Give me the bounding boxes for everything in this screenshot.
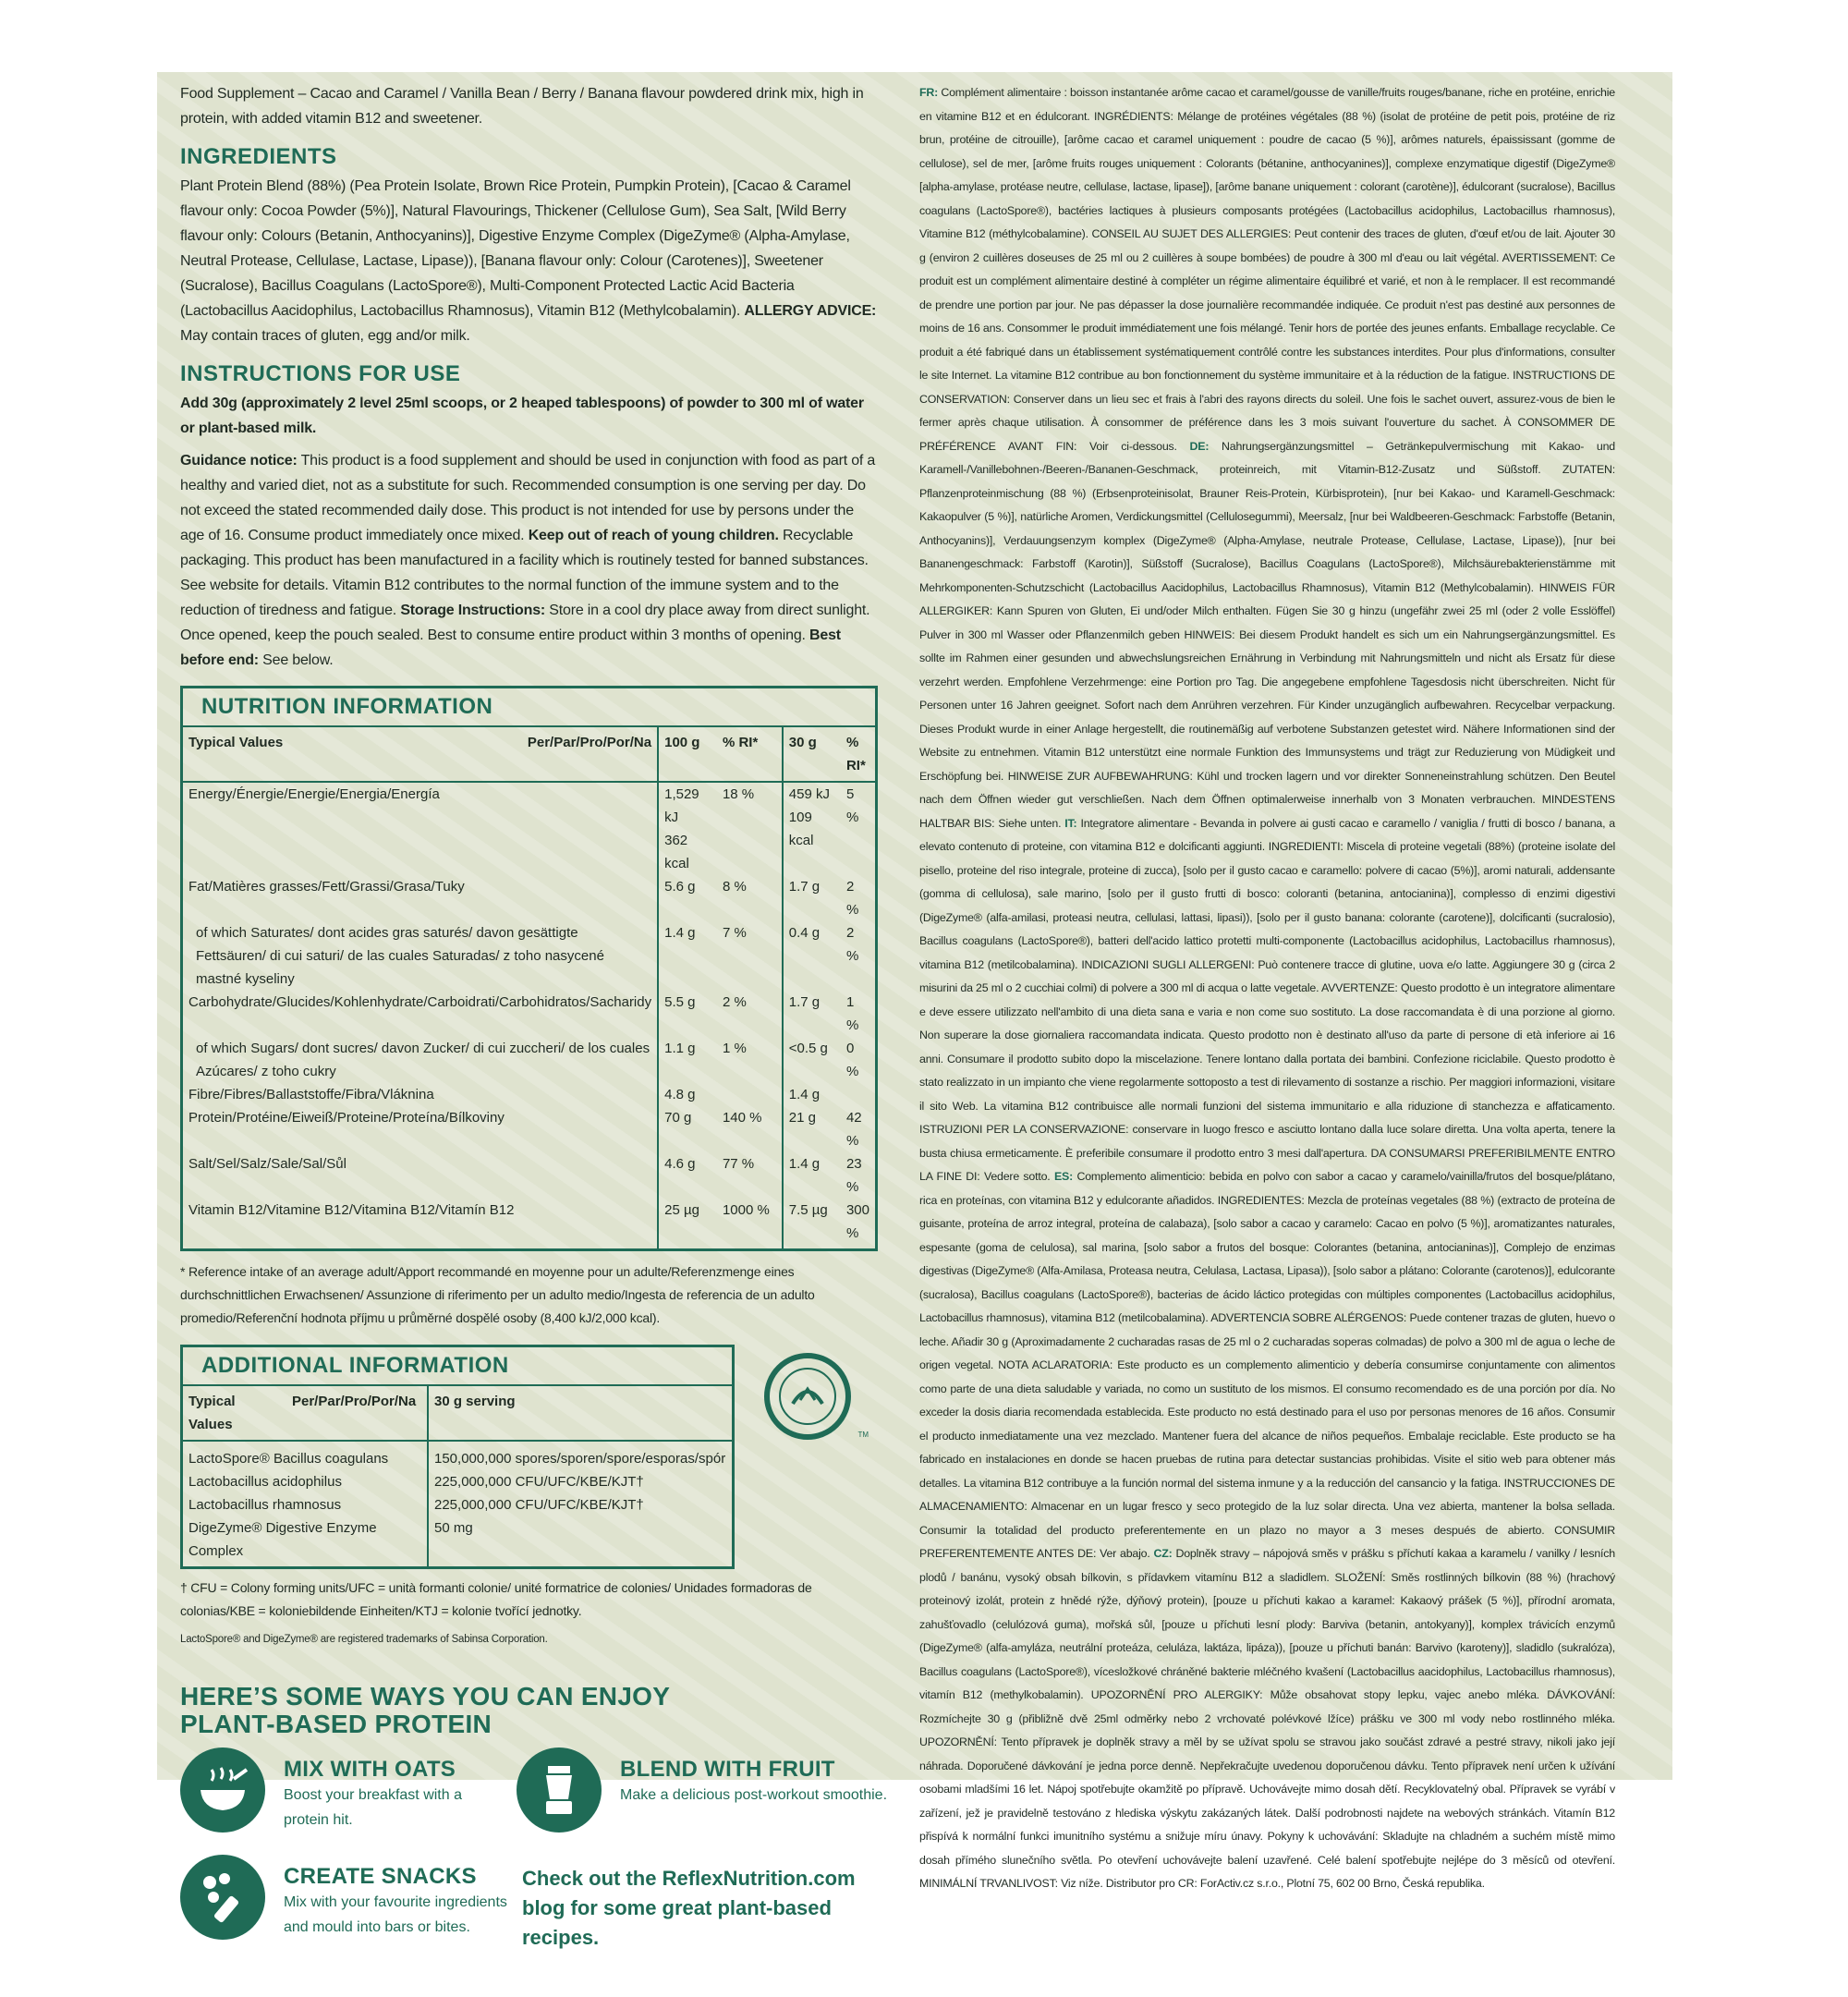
nutrition-cell-ri100: 2 % <box>722 994 747 1010</box>
tip-mix-with-oats: MIX WITH OATS Boost your breakfast with a protein hit. <box>284 1757 462 1828</box>
nutrition-cell-ri30: 2 % <box>845 879 859 918</box>
nutrition-cell-v30: 1.7 g <box>783 875 841 921</box>
additional-row <box>183 1470 732 1493</box>
nutrition-cell-v100: 70 g <box>658 1106 717 1152</box>
nutrition-cell-label: of which Saturates/ dont acides gras saturés/ davon gesättigte Fettsäuren/ di cui saturi/ de las cuales Saturadas/ z toho nasycené mastné kyseliny <box>196 925 604 987</box>
nutrition-row <box>183 875 875 921</box>
blog-link-text: Check out the ReflexNutrition.com blog for some great plant-based recipes. <box>522 1867 856 1949</box>
additional-cell-label: LactoSpore® Bacillus coagulans <box>188 1451 389 1467</box>
nutrition-cell-label: Fat/Matières grasses/Fett/Grassi/Grasa/Tuky <box>188 879 465 895</box>
nutrition-cell-ri30 <box>841 1083 875 1106</box>
translation-lang-label: CZ: <box>1153 1547 1173 1560</box>
nutrition-cell-v100: 4.6 g <box>658 1152 717 1199</box>
additional-table <box>183 1384 732 1566</box>
translation-text: Complemento alimenticio: bebida en polvo con sabor a cacao y caramelo/vainilla/frutos del bosque/plátano, rica en proteínas, con vitamina B12 y edulcorante añadidos. INGREDIENTES: Mezcla de proteínas vegetales (88 %) (extracto de proteína de guisante, proteína de arroz integral, proteína de calabaza), [solo sabor a cacao y caramelo: Cacao en polvo (5 %)], aromatizantes naturales, espesante (goma de celulosa), sal marina, [solo sabor a frutos del bosque: Colorantes (betanina, antocianinas)], Complejo de enzimas digestivas (DigeZyme® (Alfa-Amilasa, Proteasa neutra, Celulasa, Lactasa, Lipasa)), [solo sabor a plátano: Colorante (carotenos)], edulcorante (sucralosa), Bacillus coagulans (LactoSpore®), bacterias de ácido láctico protegidas con múltiples componentes (Lactobacillus acidophilus, Lactobacillus rhamnosus), vitamina B12 (metilcobalamina). ADVERTENCIA SOBRE ALÉRGENOS: Puede contener trazas de gluten, huevo o leche. Añadir 30 g (Aproximadamente 2 cucharadas rasas de 25 ml o 2 cucharadas soperas colmadas) de polvo a 300 ml de agua o leche de origen vegetal. NOTA ACLARATORIA: Este producto es un complemento alimenticio y debería consumirse conjuntamente con alimentos como parte de una dieta saludable y variada, no como un sustituto de los mismos. El consumo recomendado es de una porción por día. No exceder la dosis diaria recomendada establecida. Este producto no está destinado para el uso por personas menores de 16 años. Consumir el producto inmediatamente una vez mezclado. Mantener fuera del alcance de niños pequeños. Embalaje reciclable. Este producto se ha fabricado en instalaciones en donde se hacen pruebas de rutina para detectar sustancias prohibidas. Visite el sitio web para obtener más detalles. La vitamina B12 contribuye a la función normal del sistema inmune y a la reducción del cansancio y la fatiga. INSTRUCCIONES DE ALMACENAMIENTO: Almacenar en un lugar fresco y seco protegido de la luz solar directa. Una vez abierta, mantener la bolsa sellada. Consumir la totalidad del producto preferentemente en un plazo no mayor a 3 meses después de abierto. CONSUMIR PREFERENTEMENTE ANTES DE: Ver abajo. <box>919 1170 1616 1560</box>
guidance-notice: Guidance notice: This product is a food supplement and should be used in conjunction with food as part of a healthy and varied diet, not as a substitute for such. Recommended consumption is one serving per day. Do not exceed the stated recommended daily dose. This product is not intended for use by persons under the age of 16. Consume product immediately once mixed. Keep out of reach of young children. Recyclable packaging. This product has been manufactured in a facility which is routinely tested for banned substances. See website for details. Vitamin B12 contributes to the normal function of the immune system and to the reduction of tiredness and fatigue. Storage Instructions: Store in a cool dry place away from direct sunlight. Once opened, keep the pouch sealed. Best to consume entire product within 3 months of opening. Best before end: See below. <box>180 453 876 668</box>
nutrition-row <box>183 1152 875 1199</box>
additional-row <box>183 1493 732 1516</box>
nutrition-cell-ri30: 300 % <box>845 1202 869 1241</box>
nutrition-cell-ri30: 2 % <box>845 925 859 964</box>
product-description: Food Supplement – Cacao and Caramel / Vanilla Bean / Berry / Banana flavour powdered drink mix, high in protein, with added vitamin B12 and sweetener. <box>180 86 864 127</box>
additional-cell-value: 50 mg <box>428 1516 732 1563</box>
halal-tm-mark: TM <box>857 1431 869 1439</box>
nutrition-cell-ri30: 5 % <box>845 786 859 825</box>
nutrition-cell-v30: 1.7 g <box>783 991 841 1037</box>
nutrition-cell-v30: 7.5 µg <box>783 1199 841 1245</box>
tip-blend-with-fruit: BLEND WITH FRUIT Make a delicious post-workout smoothie. <box>620 1757 888 1803</box>
header-30g-serving: 30 g serving <box>428 1385 732 1441</box>
additional-cell-value: 225,000,000 CFU/UFC/KBE/KJT† <box>428 1470 732 1493</box>
oats-bowl-icon <box>180 1747 265 1833</box>
nutrition-cell-ri100: 140 % <box>722 1110 762 1126</box>
nutrition-cell-ri30: 1 % <box>845 994 859 1033</box>
nutrition-row <box>183 991 875 1037</box>
additional-row <box>183 1516 732 1563</box>
cfu-footnote: † CFU = Colony forming units/UFC = unità formanti colonie/ unité formatrice de colonies/ Unidades formadoras de colonias/KBE = koloniebildende Einheiten/KTJ = kolonie tvořící jednotky. <box>180 1580 812 1618</box>
header-30g: 30 g <box>783 726 841 782</box>
translation-lang-label: FR: <box>919 86 939 99</box>
nutrition-information-box <box>180 686 878 1251</box>
header-ri-100g: % RI* <box>717 726 783 782</box>
nutrition-cell-v100: 5.6 g <box>658 875 717 921</box>
snacks-icon <box>180 1855 265 1940</box>
nutrition-cell-ri100: 77 % <box>722 1156 755 1172</box>
nutrition-cell-v30: 1.4 g <box>783 1152 841 1199</box>
translation-text: Integratore alimentare - Bevanda in polvere ai gusti cacao e caramello / vaniglia / frutti di bosco / banana, a elevato contenuto di proteine, con vitamina B12 e dolcificanti aggiunti. INGREDIENTI: Miscela di proteine vegetali (88%) (proteine isolate del pisello, proteine del riso integrale, proteine di zucca), [solo per il gusto cacao e caramello: polvere di cacao (5%)], aromi naturali, addensante (gomma di cellulosa), sale marino, [solo per il gusto frutti di bosco: coloranti (betanina, antocianina)], complesso di enzimi digestivi (DigeZyme® (alfa-amilasi, proteasi neutra, cellulasi, lattasi, lipasi)), [solo per il gusto banana: colorante (carotene)], dolcificanti (sucralosio), Bacillus coagulans (LactoSpore®), batteri dell'acido lattico protetti multi-componente (Lactobacillus acidophilus, Lactobacillus rhamnosus), vitamina B12 (metilcobalamina). INDICAZIONI SUGLI ALLERGENI: Può contenere tracce di glutine, uova e/o latte. Aggiungere 30 g (circa 2 misurini da 25 ml o 2 cucchiai colmi) di polvere a 300 ml di acqua o latte vegetale. AVVERTENZE: Questo prodotto è un integratore alimentare e deve essere utilizzato nell'ambito di una dieta sana e varia e non come suo sostituto. La dose raccomandata è di una porzione al giorno. Non superare la dose giornaliera raccomandata indicata. Questo prodotto non è destinato all'uso da parte di persone di età inferiore ai 16 anni. Consumare il prodotto subito dopo la miscelazione. Tenere lontano dalla portata dei bambini. Confezione riciclabile. Questo prodotto è stato realizzato in un impianto che viene regolarmente sottoposto a test di rilevamento di sostanze a rischio. Per maggiori informazioni, visitare il sito Web. La vitamina B12 contribuisce alle normali funzioni del sistema immunitario e alla riduzione di stanchezza e affaticamento. ISTRUZIONI PER LA CONSERVAZIONE: conservare in luogo fresco e asciutto lontano dalla luce solare diretta. Una volta aperta, tenere la busta chiusa ermeticamente. È preferibile consumare il prodotto entro 3 mesi dall'apertura. DA CONSUMARSI PREFERIBILMENTE ENTRO LA FINE DI: Vedere sotto. <box>919 816 1615 1183</box>
nutrition-cell-ri100: 1000 % <box>722 1202 770 1218</box>
header-100g: 100 g <box>658 726 717 782</box>
translation-lang-label: ES: <box>1053 1170 1074 1183</box>
nutrition-cell-v100: 25 µg <box>658 1199 717 1245</box>
nutrition-table <box>183 725 875 1248</box>
additional-header-row <box>183 1385 732 1441</box>
nutrition-cell-v30: 459 kJ 109 kcal <box>783 782 841 875</box>
nutrition-cell-ri30: 0 % <box>845 1041 859 1079</box>
header-typical-values: Typical Values <box>183 726 514 782</box>
reference-intake-footnote: * Reference intake of an average adult/Apport recommandé en moyenne pour un adulte/Referenzmenge eines durchschnittlichen Erwachsenen/ Assunzione di riferimento per un adulto medio/Ingesta de referencia de un adulto promedio/Referenční hodnota příjmu u průměrné dospělé osoby (8,400 kJ/2,000 kcal). <box>180 1264 815 1325</box>
nutrition-cell-v30: 21 g <box>783 1106 841 1152</box>
translation-text: Doplněk stravy – nápojová směs v prášku s příchutí kakaa a karamelu / vanilky / lesních plodů / banánu, vysoký obsah bílkovin, s přídavkem vitamínu B12 a sladidlem. SLOŽENÍ: Směs rostlinných bílkovin (88 %) (hrachový proteinový izolát, protein z hnědé rýže, dýňový protein), [pouze u příchuti kakao a karamel: Kakaový prášek (5 %)], přírodní aromata, zahušťovadlo (celulózová guma), mořská sůl, [pouze u příchuti lesní plody: Barviva (betanin, antokyany)], komplex trávicích enzymů (DigeZyme® (alfa-amyláza, neutrální proteáza, celuláza, laktáza, lipáza)), [pouze u příchuti banán: Barvivo (karoteny)], sladidlo (sukralóza), Bacillus coagulans (LactoSpore®), vícesložkové chráněné bakterie mléčného kvašení (Lactobacillus aacidophilus, Lactobacillus rhamnosus), vitamín B12 (methylkobalamin). UPOZORNĚNÍ PRO ALERGIKY: Může obsahovat stopy lepku, vajec anebo mléka. DÁVKOVÁNÍ: Rozmíchejte 30 g (přibližně dvě 25ml odměrky nebo 2 vrchovaté polévkové lžíce) prášku ve 300 ml vody nebo rostlinného mléka. UPOZORNĚNÍ: Tento přípravek je doplněk stravy a měl by se užívat spolu se stravou jako součást zdravé a pestré stravy, nikoli jako její náhrada. Doporučené dávkování je jedna porce denně. Nepřekračujte uvedenou doporučenou dávku. Tento přípravek není určen k užívání osobami mladšími 16 let. Nápoj spotřebujte okamžitě po přípravě. Uchovávejte mimo dosah dětí. Recyklovatelný obal. Přípravek se vyrábí v zařízení, jež je pravidelně testováno z hlediska výskytu zakázaných látek. Další podrobnosti najdete na webových stránkách. Vitamín B12 přispívá k normální funkci imunitního systému a snižuje míru únavy. Pokyny k uchovávání: Skladujte na chladném a suchém místě mimo dosah přímého slunečního světla. Po otevření uchovávejte balení uzavřené. Celé balení spotřebujte nejlépe do 3 měsíců od otevření. MINIMÁLNÍ TRVANLIVOST: Viz níže. Distributor pro CR: ForActiv.cz s.r.o., Plotní 75, 602 00 Brno, Česká republika. <box>919 1547 1615 1890</box>
header-per: Per/Par/Pro/Por/Na <box>514 726 658 782</box>
nutrition-cell-v100: 1.1 g <box>658 1037 717 1083</box>
blender-icon <box>517 1747 602 1833</box>
additional-row <box>183 1441 732 1470</box>
nutrition-cell-ri100: 7 % <box>722 925 747 941</box>
ingredients-heading: INGREDIENTS <box>180 144 337 169</box>
nutrition-cell-ri100: 8 % <box>722 879 747 895</box>
nutrition-cell-v100: 1.4 g <box>658 921 717 991</box>
nutrition-cell-label: of which Sugars/ dont sucres/ davon Zucker/ di cui zuccheri/ de los cuales Azúcares/ z toho cukry <box>196 1041 650 1079</box>
translation-lang-label: DE: <box>1189 439 1210 453</box>
ways-heading-line1: HERE’S SOME WAYS YOU CAN ENJOY <box>180 1682 671 1711</box>
additional-title: ADDITIONAL INFORMATION <box>201 1353 509 1378</box>
nutrition-cell-ri30: 23 % <box>845 1156 862 1195</box>
nutrition-cell-ri100 <box>717 1083 783 1106</box>
instructions-heading: INSTRUCTIONS FOR USE <box>180 361 461 386</box>
ways-section <box>180 1682 888 1997</box>
nutrition-row <box>183 782 875 875</box>
nutrition-cell-label: Fibre/Fibres/Ballaststoffe/Fibra/Vláknina <box>188 1087 434 1102</box>
ingredients-text: Plant Protein Blend (88%) (Pea Protein Isolate, Brown Rice Protein, Pumpkin Protein), [Cacao & Caramel flavour only: Cocoa Powder (5%)], Natural Flavourings, Thickener (Cellulose Gum), Sea Salt, [Wild Berry flavour only: Colours (Betanin, Anthocyanins)], Digestive Enzyme Complex (DigeZyme® (Alpha-Amylase, Neutral Protease, Cellulase, Lactase, Lipase)), [Banana flavour only: Colour (Carotenes)], Sweetener (Sucralose), Bacillus Coagulans (LactoSpore®), Multi-Component Protected Lactic Acid Bacteria (Lactobacillus Aacidophilus, Lactobacillus Rhamnosus), Vitamin B12 (Methylcobalamin). ALLERGY ADVICE: May contain traces of gluten, egg and/or milk. <box>180 178 877 344</box>
nutrition-cell-v100: 1,529 kJ 362 kcal <box>658 782 717 875</box>
nutrition-row <box>183 921 875 991</box>
allergy-advice-text: May contain traces of gluten, egg and/or milk. <box>180 328 470 344</box>
nutrition-cell-label: Energy/Énergie/Energie/Energia/Energía <box>188 786 440 802</box>
instructions-add: Add 30g (approximately 2 level 25ml scoops, or 2 heaped tablespoons) of powder to 300 ml of water or plant-based milk. <box>180 396 864 436</box>
additional-cell-label: Lactobacillus acidophilus <box>188 1474 342 1490</box>
nutrition-cell-label: Carbohydrate/Glucides/Kohlenhydrate/Carboidrati/Carbohidratos/Sacharidy <box>188 994 652 1010</box>
nutrition-cell-label: Protein/Protéine/Eiweiß/Proteine/Proteína/Bílkoviny <box>188 1110 505 1126</box>
nutrition-row <box>183 1083 875 1106</box>
trademark-note: LactoSpore® and DigeZyme® are registered trademarks of Sabinsa Corporation. <box>180 1634 548 1645</box>
additional-information-box <box>180 1345 735 1569</box>
tip-create-snacks: CREATE SNACKS Mix with your favourite ingredients and mould into bars or bites. <box>284 1864 507 1935</box>
additional-cell-value: 150,000,000 spores/sporen/spore/esporas/spór <box>428 1441 732 1470</box>
translation-lang-label: IT: <box>1064 816 1077 830</box>
allergy-advice-label: ALLERGY ADVICE: <box>744 303 877 319</box>
nutrition-cell-v30: 0.4 g <box>783 921 841 991</box>
additional-cell-label: Lactobacillus rhamnosus <box>188 1497 342 1513</box>
nutrition-cell-label: Vitamin B12/Vitamine B12/Vitamina B12/Vitamín B12 <box>188 1202 515 1218</box>
nutrition-cell-ri100: 1 % <box>722 1041 747 1056</box>
additional-cell-value: 225,000,000 CFU/UFC/KBE/KJT† <box>428 1493 732 1516</box>
nutrition-cell-v100: 5.5 g <box>658 991 717 1037</box>
nutrition-row <box>183 1037 875 1083</box>
left-column <box>180 81 888 1997</box>
nutrition-row <box>183 1106 875 1152</box>
translation-text: Complément alimentaire : boisson instantanée arôme cacao et caramel/gousse de vanille/fruits rouges/banane, riche en protéine, enrichie en vitamine B12 et en édulcorant. INGRÉDIENTS: Mélange de protéines végétales (88 %) (isolat de protéine de petit pois, protéine de riz brun, protéine de citrouille), [arôme cacao et caramel uniquement : poudre de cacao (5 %)], arômes naturels, épaississant (gomme de cellulose), sel de mer, [arôme fruits rouges uniquement : Colorants (bétanine, anthocyanines)], complexe enzymatique digestif (DigeZyme® [alpha-amylase, protéase neutre, cellulase, lactase, lipase]), [arôme banane uniquement : colorant (carotène)], édulcorant (sucralose), Bacillus coagulans (LactoSpore®), bactéries lactiques à plusieurs composants protégées (Lactobacillus acidophilus, Lactobacillus rhamnosus), Vitamine B12 (méthylcobalamine). CONSEIL AU SUJET DES ALLERGIES: Peut contenir des traces de gluten, d'œuf et/ou de lait. Ajouter 30 g (environ 2 cuillères doseuses de 25 ml ou 2 cuillères à soupe bombées) de poudre à 300 ml d'eau ou lait végétal. AVERTISSEMENT: Ce produit est un complément alimentaire destiné à compléter un régime alimentaire équilibré et varié, et non à le remplacer. Il est recommandé de prendre une portion par jour. Ne pas dépasser la dose journalière recommandée indiquée. Ce produit n'est pas destiné aux personnes de moins de 16 ans. Consommer le produit immédiatement une fois mélangé. Tenir hors de portée des jeunes enfants. Emballage recyclable. Ce produit a été fabriqué dans un établissement systématiquement contrôlé contre les substances interdites. Pour plus d'informations, consulter le site Internet. La vitamine B12 contribue au bon fonctionnement du système immunitaire et à la réduction de la fatigue. INSTRUCTIONS DE CONSERVATION: Conserver dans un lieu sec et frais à l'abri des rayons directs du soleil. Une fois le sachet ouvert, assurez-vous de bien le fermer après chaque utilisation. À consommer de préférence dans les 3 mois suivant l'ouverture du sachet. À CONSOMMER DE PRÉFÉRENCE AVANT FIN: Voir ci-dessous. <box>919 86 1615 453</box>
translations-column <box>919 81 1615 1896</box>
ways-heading-line2: PLANT-BASED PROTEIN <box>180 1710 492 1738</box>
nutrition-header-row <box>183 726 875 782</box>
nutrition-cell-ri100: 18 % <box>722 786 755 802</box>
nutrition-row <box>183 1199 875 1245</box>
nutrition-cell-v100: 4.8 g <box>658 1083 717 1106</box>
header-typical-values: Typical Values <box>183 1385 286 1441</box>
translation-text: Nahrungsergänzungsmittel – Getränkepulvermischung mit Kakao- und Karamell-/Vanillebohnen-/Beeren-/Bananen-Geschmack, proteinreich, mit Vitamin-B12-Zusatz und Süßstoff. ZUTATEN: Pflanzenproteinmischung (88 %) (Erbsenproteinisolat, Brauner Reis-Protein, Kürbisprotein), [nur bei Kakao- und Karamell-Geschmack: Kakaopulver (5 %)], natürliche Aromen, Verdickungsmittel (Cellulosegummi), Meersalz, [nur bei Waldbeeren-Geschmack: Farbstoffe (Betanin, Anthocyanins)], Verdauungsenzym komplex (DigeZyme® (Alpha-Amylase, neutrale Protease, Cellulase, Lactase, Lipase)), [nur bei Bananengeschmack: Farbstoff (Karotin)], Süßstoff (Sucralose), Bacillus Coagulans (LactoSpore®), Milchsäurebakterienstämme mit Mehrkomponenten-Schutzschicht (Lactobacillus Aacidophilus, Lactobacillus Rhamnosus), Vitamin B12 (Methylcobalamin). HINWEIS FÜR ALLERGIKER: Kann Spuren von Gluten, Ei und/oder Milch enthalten. Fügen Sie 30 g hinzu (ungefähr zwei 25 ml (oder 2 volle Esslöffel) Pulver in 300 ml Wasser oder Pflanzenmilch geben HINWEIS: Bei diesem Produkt handelt es sich um ein Nahrungsergänzungsmittel. Es sollte im Rahmen einer gesunden und abwechslungsreichen Ernährung in Verbindung mit Nahrungsmitteln und nicht als Ersatz für diese verzehrt werden. Empfohlene Verzehrmenge: eine Portion pro Tag. Die angegebene empfohlene Tagesdosis nicht überschreiten. Nicht für Personen unter 16 Jahren geeignet. Sofort nach dem Anrühren verzehren. Für Kinder unzugänglich aufbewahren. Recycelbar verpackung. Dieses Produkt wurde in einer Anlage hergestellt, die routinemäßig auf verbotene Substanzen getestet wird. Nähere Informationen sind der Website zu entnehmen. Vitamin B12 unterstützt eine normale Funktion des Immunsystems und trägt zur Reduzierung von Müdigkeit und Erschöpfung bei. HINWEISE ZUR AUFBEWAHRUNG: Kühl und trocken lagern und vor direkter Sonneneinstrahlung schützen. Den Beutel nach dem Öffnen wieder gut verschließen. Nach dem Öffnen optimalerweise innerhalb von 3 Monaten verbrauchen. MINDESTENS HALTBAR BIS: Siehe unten. <box>919 439 1615 830</box>
halal-certification-logo <box>760 1348 869 1444</box>
additional-cell-label: DigeZyme® Digestive Enzyme Complex <box>188 1520 377 1559</box>
nutrition-cell-v30: <0.5 g <box>783 1037 841 1083</box>
nutrition-cell-label: Salt/Sel/Salz/Sale/Sal/Sůl <box>188 1156 346 1172</box>
nutrition-cell-ri30: 42 % <box>845 1110 862 1149</box>
nutrition-title: NUTRITION INFORMATION <box>201 694 493 719</box>
nutrition-cell-v30: 1.4 g <box>783 1083 841 1106</box>
header-ri-30g: % RI* <box>841 726 875 782</box>
header-per: Per/Par/Pro/Por/Na <box>286 1385 428 1441</box>
